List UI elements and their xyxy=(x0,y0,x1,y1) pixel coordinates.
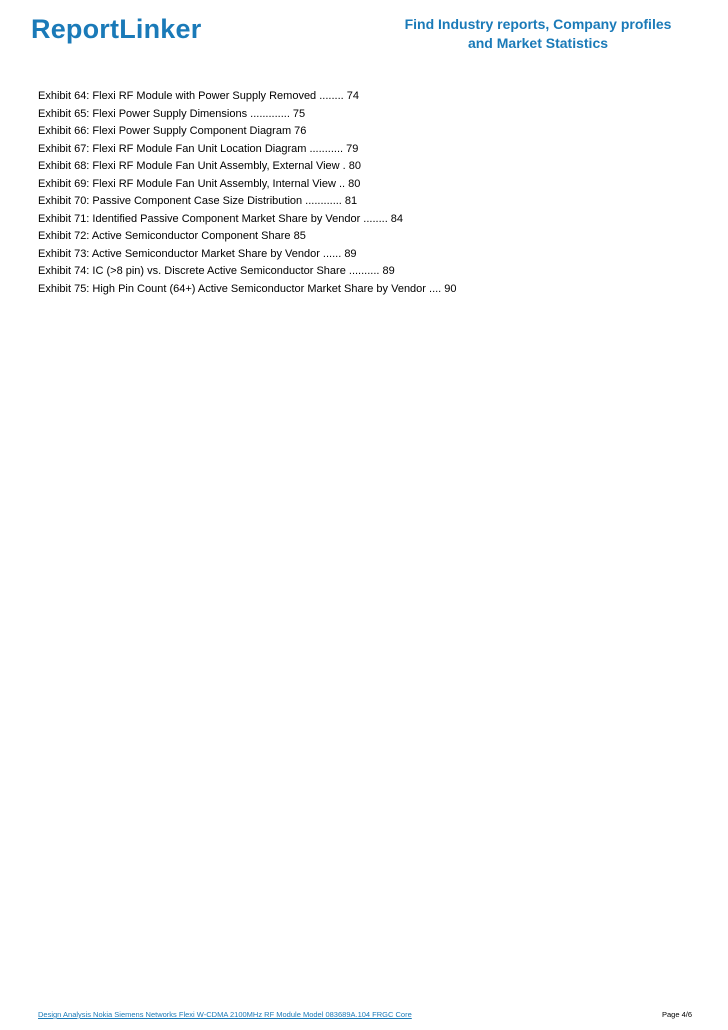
tagline-line-1: Find Industry reports, Company profiles xyxy=(404,16,672,32)
exhibit-68-entry[interactable]: Exhibit 68: Flexi RF Module Fan Unit Assembly, External View . 80 xyxy=(38,160,362,172)
exhibit-65-entry[interactable]: Exhibit 65: Flexi Power Supply Dimensions ............. 75 xyxy=(38,107,306,120)
report-title-link[interactable]: Design Analysis Nokia Siemens Networks Flexi W-CDMA 2100MHz RF Module Model 083689A.104 FRGC Core xyxy=(38,1010,412,1019)
header-tagline xyxy=(388,15,688,53)
page-footer xyxy=(38,1010,692,1024)
exhibit-66-entry[interactable]: Exhibit 66: Flexi Power Supply Component Diagram 76 xyxy=(38,125,307,137)
exhibit-73-entry[interactable]: Exhibit 73: Active Semiconductor Market Share by Vendor ...... 89 xyxy=(38,247,357,260)
exhibit-70-entry[interactable]: Exhibit 70: Passive Component Case Size Distribution ............ 81 xyxy=(38,195,358,207)
exhibit-74-entry[interactable]: Exhibit 74: IC (>8 pin) vs. Discrete Active Semiconductor Share .......... 89 xyxy=(38,265,395,277)
exhibit-67-entry[interactable]: Exhibit 67: Flexi RF Module Fan Unit Location Diagram ........... 79 xyxy=(38,142,359,155)
exhibit-71-entry[interactable]: Exhibit 71: Identified Passive Component Market Share by Vendor ........ 84 xyxy=(38,212,404,225)
page-number: Page 4/6 xyxy=(661,1010,692,1019)
tagline-line-2: and Market Statistics xyxy=(467,35,609,51)
reportlinker-logo[interactable]: ReportLinker xyxy=(31,14,202,44)
exhibit-69-entry[interactable]: Exhibit 69: Flexi RF Module Fan Unit Assembly, Internal View .. 80 xyxy=(38,177,361,190)
exhibit-75-entry[interactable]: Exhibit 75: High Pin Count (64+) Active Semiconductor Market Share by Vendor .... 90 xyxy=(38,282,457,295)
exhibit-72-entry[interactable]: Exhibit 72: Active Semiconductor Component Share 85 xyxy=(38,230,306,242)
exhibit-list xyxy=(38,88,698,298)
exhibit-64-entry[interactable]: Exhibit 64: Flexi RF Module with Power Supply Removed ........ 74 xyxy=(38,90,359,102)
